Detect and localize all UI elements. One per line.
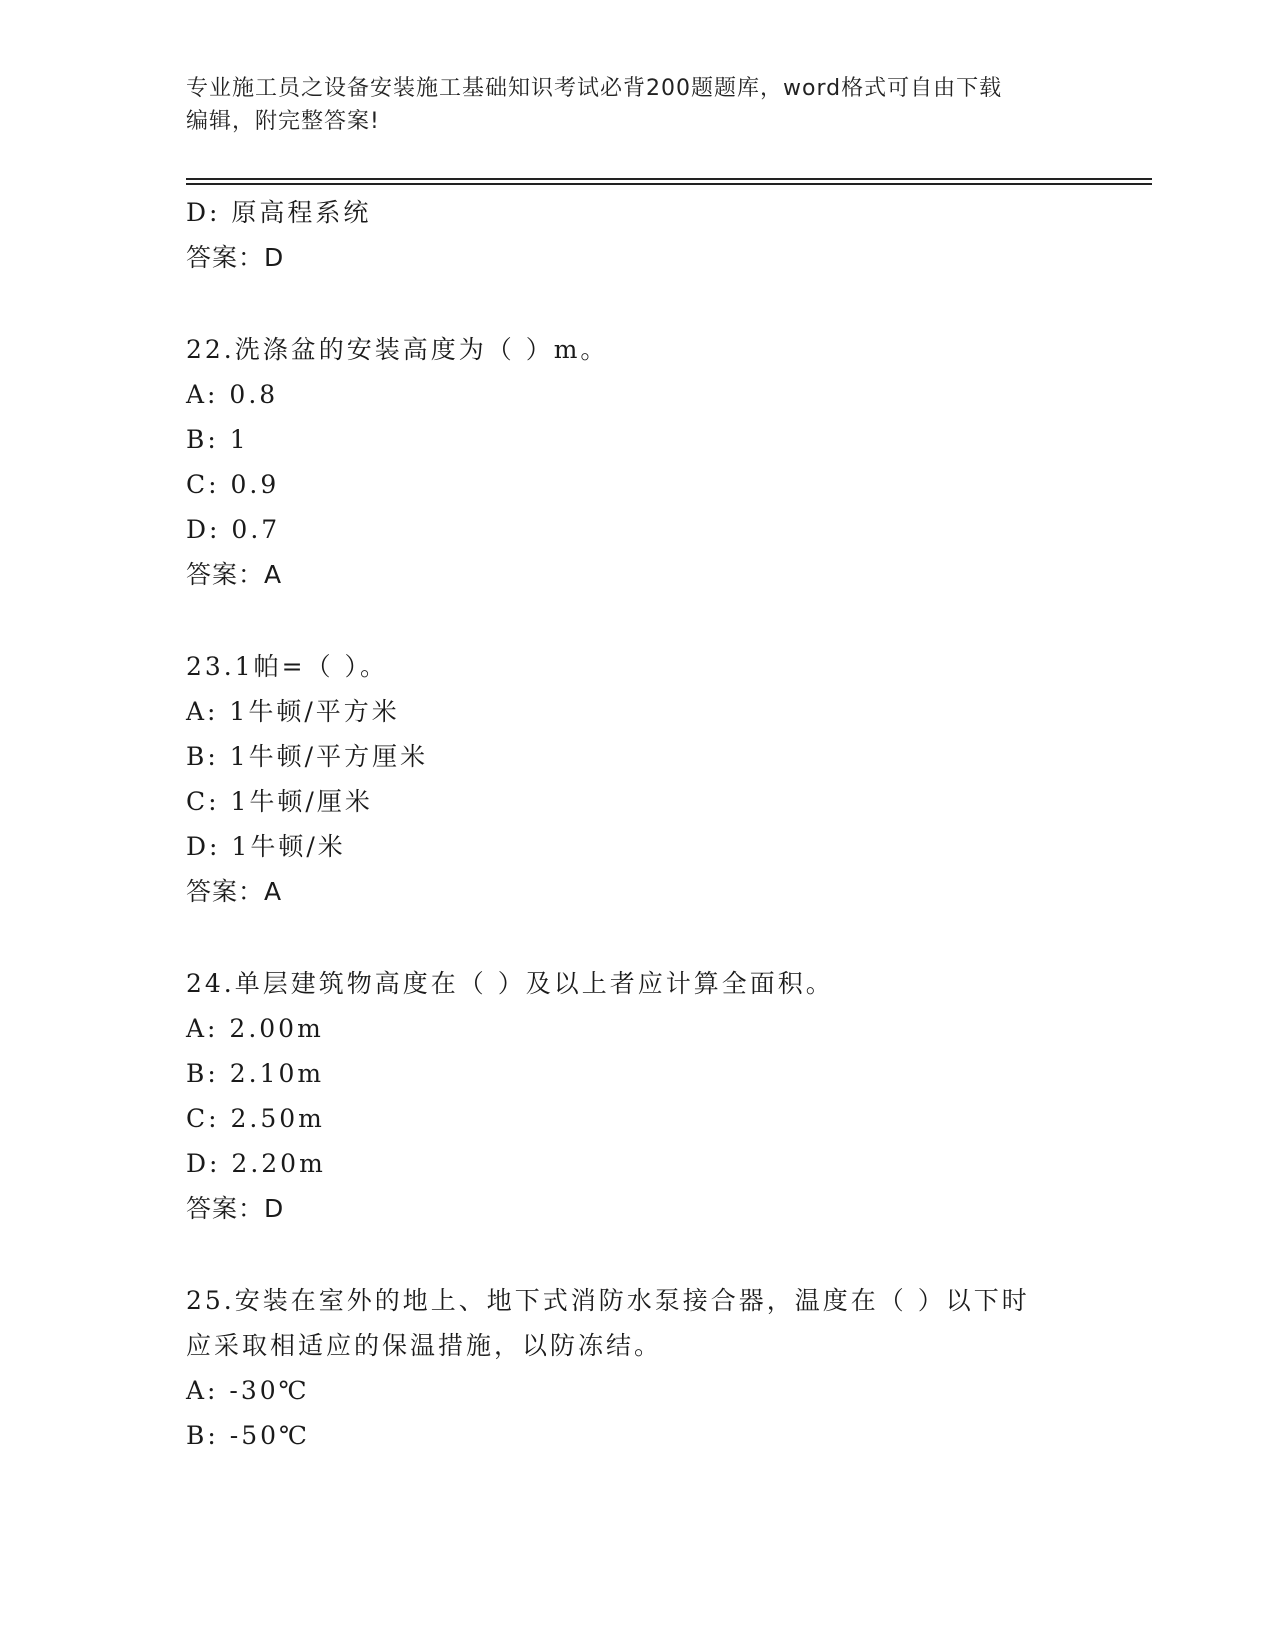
option-c: C: 1牛顿/厘米 <box>186 787 373 816</box>
option-d: D: 1牛顿/米 <box>186 832 346 861</box>
document-header <box>186 72 1086 138</box>
option-b: B: 1 <box>186 425 249 454</box>
answer: 答案：D <box>186 1194 285 1223</box>
spacer <box>186 280 1152 327</box>
option-b: B: -50℃ <box>186 1421 310 1450</box>
header-line-1: 专业施工员之设备安装施工基础知识考试必背200题题库，word格式可自由下载 <box>186 76 1003 101</box>
spacer <box>186 1231 1152 1278</box>
header-line-2: 编辑，附完整答案! <box>186 109 380 134</box>
question-22 <box>186 327 1152 597</box>
option-a: A: 2.00m <box>186 1014 324 1043</box>
prev-answer: 答案：D <box>186 243 285 272</box>
option-d: D: 0.7 <box>186 515 281 544</box>
question-25 <box>186 1278 1152 1458</box>
answer: 答案：A <box>186 560 283 589</box>
option-d: D: 2.20m <box>186 1149 326 1178</box>
question-stem-line-1: 25.安装在室外的地上、地下式消防水泵接合器，温度在（ ）以下时 <box>186 1286 1030 1315</box>
question-stem-line-2: 应采取相适应的保温措施，以防冻结。 <box>186 1331 663 1360</box>
spacer <box>186 914 1152 961</box>
option-c: C: 2.50m <box>186 1104 325 1133</box>
prev-option-d: D: 原高程系统 <box>186 198 372 227</box>
question-24 <box>186 961 1152 1231</box>
header-divider-top <box>186 178 1152 180</box>
question-23 <box>186 644 1152 914</box>
answer: 答案：A <box>186 877 283 906</box>
header-divider-bottom <box>186 183 1152 185</box>
question-list <box>186 190 1152 1458</box>
spacer <box>186 597 1152 644</box>
question-stem: 23.1帕=（ ）。 <box>186 652 389 681</box>
question-stem: 24.单层建筑物高度在（ ）及以上者应计算全面积。 <box>186 969 834 998</box>
option-a: A: 1牛顿/平方米 <box>186 697 400 726</box>
option-c: C: 0.9 <box>186 470 280 499</box>
option-a: A: -30℃ <box>186 1376 310 1405</box>
option-b: B: 1牛顿/平方厘米 <box>186 742 429 771</box>
option-a: A: 0.8 <box>186 380 279 409</box>
question-stem: 22.洗涤盆的安装高度为（ ）m。 <box>186 335 609 364</box>
option-b: B: 2.10m <box>186 1059 325 1088</box>
